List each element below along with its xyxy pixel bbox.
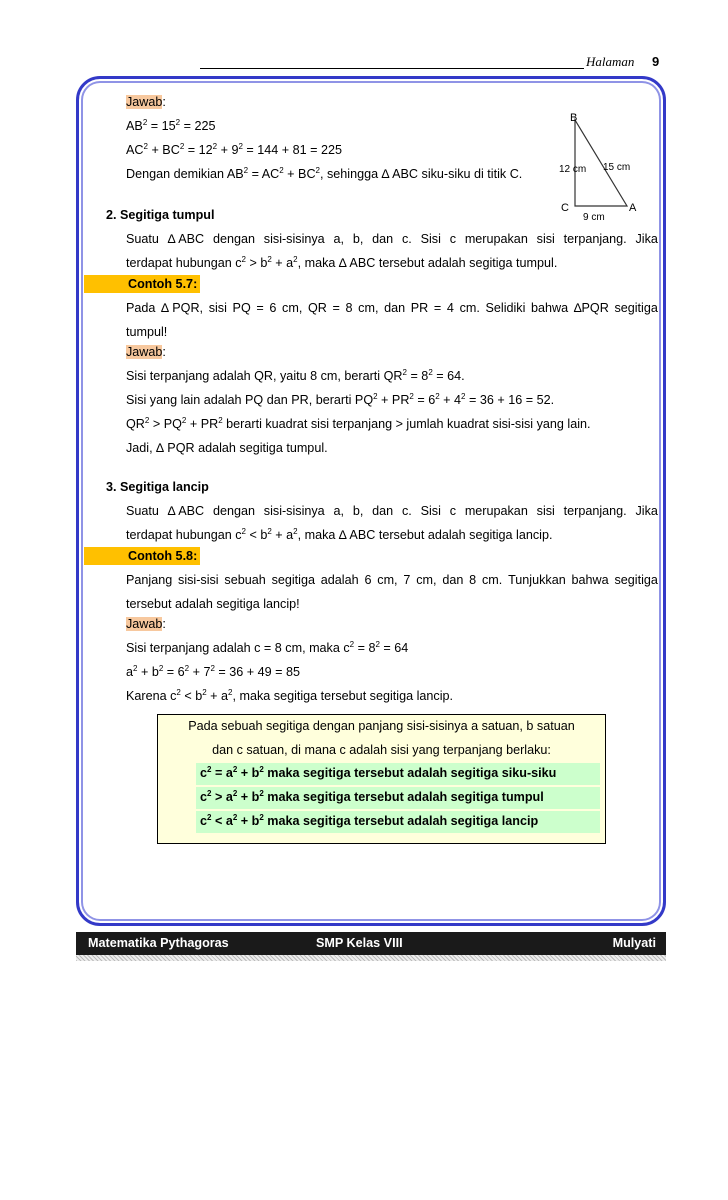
word: ∆ PQR, <box>161 301 204 315</box>
t: , maka ∆ ABC tersebut adalah segitiga tumpul. <box>297 256 558 270</box>
word: bahwa <box>531 301 569 315</box>
answer-line-2 <box>126 665 300 679</box>
t: maka segitiga tersebut adalah segitiga tumpul <box>263 790 544 804</box>
word: Jika <box>635 232 658 246</box>
word: c <box>449 504 456 518</box>
t: + 4 <box>439 393 462 407</box>
word: Selidiki <box>485 301 526 315</box>
sup: 2 <box>279 165 284 175</box>
jawab-colon: : <box>162 95 166 109</box>
page-header <box>200 52 670 74</box>
vertex-b-label: B <box>570 112 578 124</box>
summary-line-2: dan c satuan, di mana c adalah sisi yang terpanjang berlaku: <box>212 743 551 757</box>
t: Sisi yang lain adalah PQ dan PR, berarti PQ <box>126 393 374 407</box>
word: cm, <box>358 301 379 315</box>
t: = 225 <box>180 119 216 133</box>
jawab-colon: : <box>162 345 166 359</box>
sup: 2 <box>259 764 264 774</box>
sup: 2 <box>179 141 185 151</box>
t: > a <box>211 790 233 804</box>
t: a <box>126 665 134 679</box>
calc-line-1 <box>126 119 215 133</box>
word: segitiga <box>614 301 658 315</box>
t: + a <box>271 256 294 270</box>
word: sebuah <box>224 573 266 587</box>
side-ca-label: 9 cm <box>583 212 605 223</box>
word: 6 <box>364 573 372 587</box>
t: c <box>200 766 208 780</box>
t: Sisi terpanjang adalah c = 8 cm, maka c <box>126 641 350 655</box>
t: = 64 <box>379 641 409 655</box>
word: sisi-sisinya <box>263 232 325 246</box>
sup: 2 <box>241 526 246 536</box>
t: + b <box>137 665 159 679</box>
answer-line-1 <box>126 369 465 383</box>
t: AC <box>126 143 144 157</box>
t: c <box>200 790 208 804</box>
footer-subject: Matematika Pythagoras <box>88 936 229 950</box>
t: = 8 <box>406 369 429 383</box>
word: dan <box>372 232 394 246</box>
right-triangle-figure <box>555 108 647 226</box>
example-5-8-question-line-1 <box>126 573 658 587</box>
word: sisi-sisi <box>178 573 219 587</box>
t: = 12 <box>184 143 213 157</box>
t: , maka segitiga tersebut segitiga lancip. <box>232 689 453 703</box>
t: berarti kuadrat sisi terpanjang > jumlah kuadrat sisi-sisi yang lain. <box>222 417 591 431</box>
t: = 36 + 49 = 85 <box>214 665 300 679</box>
word: = <box>332 301 340 315</box>
t: terdapat hubungan c <box>126 256 242 270</box>
sup: 2 <box>402 367 407 377</box>
rule-tumpul <box>200 790 544 804</box>
jawab-heading <box>126 95 166 109</box>
word: a, <box>333 232 345 246</box>
example-5-7-question-line-1 <box>126 301 658 315</box>
word: merupakan <box>464 504 528 518</box>
sup: 2 <box>293 254 298 264</box>
sec3-paragraph-line-1 <box>126 504 658 518</box>
answer-line-3 <box>126 417 591 431</box>
sup: 2 <box>375 639 380 649</box>
summary-box <box>157 714 606 844</box>
word: 4 <box>446 301 454 315</box>
sup: 2 <box>207 812 212 822</box>
word: PR <box>410 301 429 315</box>
sup: 2 <box>259 788 264 798</box>
t: = 8 <box>354 641 376 655</box>
t: = 15 <box>147 119 176 133</box>
t: maka segitiga tersebut adalah segitiga siku-siku <box>263 766 557 780</box>
t: Dengan demikian AB <box>126 167 244 181</box>
jawab-label: Jawab <box>126 345 163 359</box>
section-title-lancip: 3. Segitiga lancip <box>106 480 209 494</box>
sup: 2 <box>315 165 320 175</box>
sup: 2 <box>133 663 138 673</box>
sup: 2 <box>259 812 264 822</box>
side-cb-label: 12 cm <box>559 164 587 175</box>
t: = 144 + 81 = 225 <box>242 143 342 157</box>
t: + PR <box>186 417 219 431</box>
sup: 2 <box>218 415 223 425</box>
word: = <box>256 301 264 315</box>
t: < a <box>211 814 233 828</box>
sup: 2 <box>293 526 298 536</box>
t: maka segitiga tersebut adalah segitiga lancip <box>263 814 539 828</box>
footer-grade: SMP Kelas VIII <box>316 936 403 950</box>
calc-conclusion <box>126 167 522 181</box>
sup: 2 <box>175 117 181 127</box>
sup: 2 <box>142 117 148 127</box>
word: c <box>449 232 456 246</box>
word: b, <box>352 232 364 246</box>
header-label: Halaman <box>586 54 635 69</box>
word: dengan <box>212 504 255 518</box>
page-footer <box>76 932 666 956</box>
word: c. <box>401 504 412 518</box>
word: cm, <box>282 301 303 315</box>
t: = a <box>211 766 233 780</box>
jawab-colon: : <box>162 617 166 631</box>
t: + BC <box>147 143 180 157</box>
sup: 2 <box>428 367 433 377</box>
sup: 2 <box>241 254 246 264</box>
answer-line-2 <box>126 393 554 407</box>
jawab-heading <box>126 617 166 631</box>
word: dan <box>384 301 406 315</box>
sup: 2 <box>238 141 243 151</box>
t: + 9 <box>217 143 239 157</box>
word: bahwa <box>571 573 609 587</box>
sup: 2 <box>143 141 148 151</box>
sup: 2 <box>409 391 414 401</box>
sup: 2 <box>267 254 272 264</box>
t: = 64. <box>432 369 465 383</box>
sup: 2 <box>202 687 207 697</box>
word: Suatu <box>126 504 159 518</box>
word: cm, <box>377 573 398 587</box>
sup: 2 <box>228 687 233 697</box>
t: Sisi terpanjang adalah QR, yaitu 8 cm, berarti QR <box>126 369 403 383</box>
jawab-label: Jawab <box>126 617 163 631</box>
sup: 2 <box>207 788 212 798</box>
t: QR <box>126 417 145 431</box>
word: sisi <box>208 301 227 315</box>
sec3-paragraph-line-2 <box>126 528 552 542</box>
answer-conclusion: Jadi, ∆ PQR adalah segitiga tumpul. <box>126 441 328 455</box>
word: cm. <box>459 301 480 315</box>
word: sisi <box>536 232 555 246</box>
answer-line-1 <box>126 641 408 655</box>
calc-line-2 <box>126 143 342 157</box>
sup: 2 <box>232 812 238 822</box>
word: sisi-sisinya <box>263 504 325 518</box>
word: terpanjang. <box>563 232 627 246</box>
word: terpanjang. <box>563 504 627 518</box>
side-ab-label: 15 cm <box>603 162 631 173</box>
footer-shadow <box>76 955 666 961</box>
sup: 2 <box>212 141 218 151</box>
t: > PQ <box>149 417 182 431</box>
word: sisi <box>536 504 555 518</box>
t: + b <box>237 790 260 804</box>
word: PQ <box>232 301 251 315</box>
t: , sehingga ∆ ABC siku-siku di titik C. <box>320 167 523 181</box>
sup: 2 <box>232 764 238 774</box>
t: + PR <box>377 393 410 407</box>
word: ∆ ABC <box>167 504 205 518</box>
jawab-label: Jawab <box>126 95 163 109</box>
word: 8 <box>345 301 353 315</box>
word: Jika <box>635 504 658 518</box>
word: 6 <box>269 301 277 315</box>
t: = 36 + 16 = 52. <box>465 393 555 407</box>
rule-siku-siku <box>200 766 556 780</box>
word: = <box>433 301 442 315</box>
word: a, <box>333 504 345 518</box>
vertex-a-label: A <box>629 202 637 214</box>
section-title-tumpul: 2. Segitiga tumpul <box>106 208 215 222</box>
t: + 7 <box>189 665 211 679</box>
sup: 2 <box>210 663 215 673</box>
example-heading-5-7: Contoh 5.7: <box>128 277 198 291</box>
rule-lancip <box>200 814 538 828</box>
word: c. <box>401 232 412 246</box>
sup: 2 <box>349 639 355 649</box>
word: merupakan <box>464 232 528 246</box>
jawab-heading <box>126 345 166 359</box>
t: = 6 <box>163 665 185 679</box>
footer-author: Mulyati <box>612 936 656 950</box>
word: b, <box>352 504 364 518</box>
t: , maka ∆ ABC tersebut adalah segitiga lancip. <box>297 528 553 542</box>
t: terdapat hubungan c <box>126 528 242 542</box>
word: Sisi <box>420 504 441 518</box>
word: Pada <box>126 301 156 315</box>
word: segitiga <box>614 573 658 587</box>
example-5-8-question-line-2: tersebut adalah segitiga lancip! <box>126 597 300 611</box>
word: cm. <box>481 573 503 587</box>
word: cm, <box>416 573 437 587</box>
sup: 2 <box>243 165 249 175</box>
t: + a <box>206 689 229 703</box>
answer-conclusion <box>126 689 453 703</box>
sup: 2 <box>435 391 440 401</box>
word: dengan <box>212 232 255 246</box>
t: = AC <box>248 167 280 181</box>
word: adalah <box>320 573 359 587</box>
t: < b <box>246 528 268 542</box>
sec2-paragraph-line-1 <box>126 232 658 246</box>
t: > b <box>246 256 268 270</box>
word: Suatu <box>126 232 159 246</box>
word: ∆PQR <box>573 301 609 315</box>
word: dan <box>442 573 464 587</box>
word: Sisi <box>420 232 441 246</box>
word: segitiga <box>271 573 315 587</box>
word: Panjang <box>126 573 173 587</box>
example-heading-5-8: Contoh 5.8: <box>128 549 198 563</box>
example-5-7-question-line-2: tumpul! <box>126 325 168 339</box>
page-number: 9 <box>652 54 660 69</box>
sup: 2 <box>232 788 238 798</box>
sup: 2 <box>207 764 212 774</box>
t: = 6 <box>413 393 436 407</box>
header-rule <box>200 68 584 69</box>
sup: 2 <box>158 663 164 673</box>
sup: 2 <box>184 663 190 673</box>
word: ∆ ABC <box>167 232 205 246</box>
word: Tunjukkan <box>508 573 566 587</box>
summary-line-1: Pada sebuah segitiga dengan panjang sisi-sisinya a satuan, b satuan <box>188 719 575 733</box>
sup: 2 <box>373 391 378 401</box>
t: + a <box>271 528 294 542</box>
t: AB <box>126 119 143 133</box>
sup: 2 <box>144 415 150 425</box>
t: < b <box>180 689 203 703</box>
sup: 2 <box>176 687 181 697</box>
word: 7 <box>403 573 411 587</box>
t: + b <box>237 814 260 828</box>
sup: 2 <box>181 415 187 425</box>
t: + BC <box>283 167 316 181</box>
word: dan <box>372 504 394 518</box>
sup: 2 <box>267 526 272 536</box>
t: c <box>200 814 208 828</box>
t: Karena c <box>126 689 177 703</box>
sec2-paragraph-line-2 <box>126 256 557 270</box>
word: QR <box>307 301 327 315</box>
vertex-c-label: C <box>561 202 569 214</box>
t: + b <box>237 766 260 780</box>
word: 8 <box>469 573 477 587</box>
sup: 2 <box>461 391 466 401</box>
